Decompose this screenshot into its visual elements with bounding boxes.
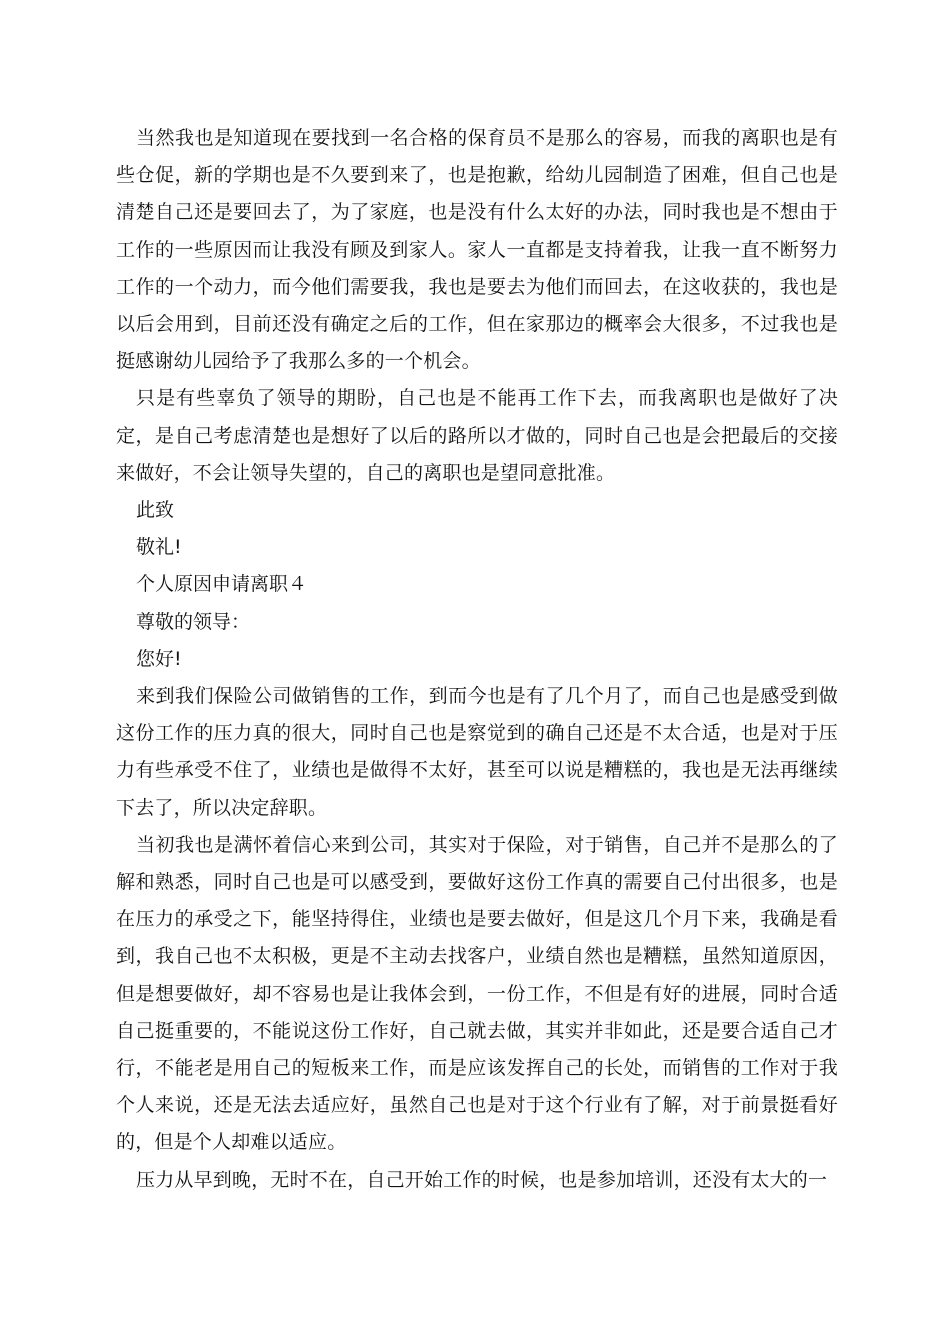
section-title: 个人原因申请离职４ <box>136 573 308 596</box>
paragraph: 当初我也是满怀着信心来到公司，其实对于保险，对于销售，自己并不是那么的了解和熟悉，同时自己也是可以感受到，要做好这份工作真的需要自己付出很多，也是在压力的承受之下，能坚持得住，业绩也是要去做好，但是这几个月下来，我确是看到，我自己也不太积极，更是不主动去找客户，业绩自然也是糟糕，虽然知道原因，但是想要做好，却不容易也是让我体会到，一份工作，不但是有好的进展，同时合适自己挺重要的，不能说这份工作好，自己就去做，其实并非如此，还是要合适自己才行，不能老是用自己的短板来工作，而是应该发挥自己的长处，而销售的工作对于我个人来说，还是无法去适应好，虽然自己也是对于这个行业有了解，对于前景挺看好的，但是个人却难以适应。 <box>116 833 838 1154</box>
document-page <box>116 120 838 1199</box>
paragraph: 当然我也是知道现在要找到一名合格的保育员不是那么的容易，而我的离职也是有些仓促，新的学期也是不久要到来了，也是抱歉，给幼儿园制造了困难，但自己也是清楚自己还是要回去了，为了家庭，也是没有什么太好的办法，同时我也是不想由于工作的一些原因而让我没有顾及到家人。家人一直都是支持着我，让我一直不断努力工作的一个动力，而今他们需要我，我也是要去为他们而回去，在这收获的，我也是以后会用到，目前还没有确定之后的工作，但在家那边的概率会大很多，不过我也是挺感谢幼儿园给予了我那么多的一个机会。 <box>116 127 838 373</box>
paragraph: 只是有些辜负了领导的期盼，自己也是不能再工作下去，而我离职也是做好了决定，是自己考虑清楚也是想好了以后的路所以才做的，同时自己也是会把最后的交接来做好，不会让领导失望的，自己的离职也是望同意批准。 <box>116 387 838 484</box>
salutation: 尊敬的领导： <box>136 610 251 633</box>
closing-salute: 敬礼! <box>136 536 182 559</box>
paragraph: 压力从早到晚，无时不在，自己开始工作的时候，也是参加培训，还没有太大的一 <box>136 1168 828 1191</box>
paragraph: 来到我们保险公司做销售的工作，到而今也是有了几个月了，而自己也是感受到做这份工作的压力真的很大，同时自己也是察觉到的确自己还是不太合适，也是对于压力有些承受不住了，业绩也是做得不太好，甚至可以说是糟糕的，我也是无法再继续下去了，所以决定辞职。 <box>116 685 838 819</box>
greeting: 您好! <box>136 647 182 670</box>
closing-line: 此致 <box>136 499 175 522</box>
